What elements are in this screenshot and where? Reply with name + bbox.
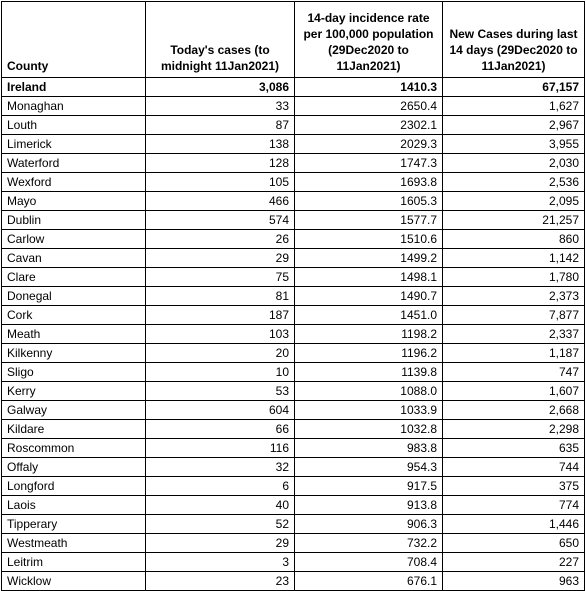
table-row <box>2 344 585 363</box>
incidence-rate-cell: 1139.8 <box>295 363 443 382</box>
table-row <box>2 553 585 572</box>
county-cell: Waterford <box>2 154 146 173</box>
incidence-rate-cell: 913.8 <box>295 496 443 515</box>
todays-cases-cell: 187 <box>146 306 295 325</box>
todays-cases-cell: 128 <box>146 154 295 173</box>
todays-cases-cell: 32 <box>146 458 295 477</box>
county-cell: Meath <box>2 325 146 344</box>
incidence-rate-cell: 1196.2 <box>295 344 443 363</box>
county-cell: Kildare <box>2 420 146 439</box>
county-cell: Westmeath <box>2 534 146 553</box>
county-cell: Clare <box>2 268 146 287</box>
table-row <box>2 363 585 382</box>
incidence-rate-cell: 1451.0 <box>295 306 443 325</box>
incidence-rate-cell: 1747.3 <box>295 154 443 173</box>
todays-cases-cell: 53 <box>146 382 295 401</box>
county-cell: Leitrim <box>2 553 146 572</box>
todays-cases-cell: 81 <box>146 287 295 306</box>
todays-cases-cell: 3 <box>146 553 295 572</box>
todays-cases-cell: 87 <box>146 116 295 135</box>
table-row <box>2 287 585 306</box>
table-row <box>2 477 585 496</box>
table-row <box>2 230 585 249</box>
incidence-rate-cell: 732.2 <box>295 534 443 553</box>
incidence-rate-cell: 1510.6 <box>295 230 443 249</box>
county-cell: Louth <box>2 116 146 135</box>
new-cases-cell: 21,257 <box>443 211 585 230</box>
table-row <box>2 401 585 420</box>
table-row <box>2 534 585 553</box>
county-cell: Cavan <box>2 249 146 268</box>
new-cases-cell: 375 <box>443 477 585 496</box>
new-cases-cell: 227 <box>443 553 585 572</box>
todays-cases-cell: 105 <box>146 173 295 192</box>
new-cases-cell: 1,607 <box>443 382 585 401</box>
incidence-rate-cell: 917.5 <box>295 477 443 496</box>
header-incidence-rate: 14-day incidence rate per 100,000 population (29Dec2020 to 11Jan2021) <box>295 2 443 78</box>
new-cases-cell: 2,373 <box>443 287 585 306</box>
incidence-rate-cell: 906.3 <box>295 515 443 534</box>
todays-cases-cell: 574 <box>146 211 295 230</box>
incidence-rate-cell: 708.4 <box>295 553 443 572</box>
covid-county-table <box>1 1 585 591</box>
new-cases-cell: 3,955 <box>443 135 585 154</box>
todays-cases-cell: 40 <box>146 496 295 515</box>
new-cases-cell: 2,967 <box>443 116 585 135</box>
new-cases-cell: 7,877 <box>443 306 585 325</box>
incidence-rate-cell: 1605.3 <box>295 192 443 211</box>
new-cases-cell: 2,337 <box>443 325 585 344</box>
incidence-rate-cell: 676.1 <box>295 572 443 591</box>
todays-cases-cell: 138 <box>146 135 295 154</box>
todays-cases-cell: 6 <box>146 477 295 496</box>
new-cases-cell: 747 <box>443 363 585 382</box>
todays-cases-cell: 26 <box>146 230 295 249</box>
county-cell: Longford <box>2 477 146 496</box>
table-row <box>2 439 585 458</box>
todays-cases-cell: 66 <box>146 420 295 439</box>
county-cell: Kerry <box>2 382 146 401</box>
new-cases-cell: 2,536 <box>443 173 585 192</box>
todays-cases-cell: 3,086 <box>146 78 295 97</box>
table-row <box>2 173 585 192</box>
table-row <box>2 249 585 268</box>
new-cases-cell: 1,627 <box>443 97 585 116</box>
todays-cases-cell: 33 <box>146 97 295 116</box>
county-cell: Limerick <box>2 135 146 154</box>
incidence-rate-cell: 1498.1 <box>295 268 443 287</box>
county-cell: Monaghan <box>2 97 146 116</box>
county-cell: Cork <box>2 306 146 325</box>
incidence-rate-cell: 1577.7 <box>295 211 443 230</box>
county-cell: Carlow <box>2 230 146 249</box>
incidence-rate-cell: 2029.3 <box>295 135 443 154</box>
county-cell: Kilkenny <box>2 344 146 363</box>
county-cell: Offaly <box>2 458 146 477</box>
county-cell: Wicklow <box>2 572 146 591</box>
table-row <box>2 572 585 591</box>
new-cases-cell: 1,187 <box>443 344 585 363</box>
todays-cases-cell: 20 <box>146 344 295 363</box>
new-cases-cell: 635 <box>443 439 585 458</box>
new-cases-cell: 1,142 <box>443 249 585 268</box>
header-todays-cases: Today's cases (to midnight 11Jan2021) <box>146 2 295 78</box>
table-row <box>2 135 585 154</box>
new-cases-cell: 860 <box>443 230 585 249</box>
todays-cases-cell: 52 <box>146 515 295 534</box>
header-new-cases: New Cases during last 14 days (29Dec2020 to 11Jan2021) <box>443 2 585 78</box>
new-cases-cell: 2,668 <box>443 401 585 420</box>
incidence-rate-cell: 954.3 <box>295 458 443 477</box>
todays-cases-cell: 23 <box>146 572 295 591</box>
table-row <box>2 268 585 287</box>
table-row <box>2 116 585 135</box>
county-cell: Sligo <box>2 363 146 382</box>
todays-cases-cell: 75 <box>146 268 295 287</box>
new-cases-cell: 67,157 <box>443 78 585 97</box>
new-cases-cell: 744 <box>443 458 585 477</box>
incidence-rate-cell: 1198.2 <box>295 325 443 344</box>
todays-cases-cell: 466 <box>146 192 295 211</box>
todays-cases-cell: 29 <box>146 249 295 268</box>
table-row <box>2 458 585 477</box>
new-cases-cell: 1,780 <box>443 268 585 287</box>
new-cases-cell: 774 <box>443 496 585 515</box>
county-cell: Donegal <box>2 287 146 306</box>
incidence-rate-cell: 1410.3 <box>295 78 443 97</box>
incidence-rate-cell: 2302.1 <box>295 116 443 135</box>
table-row <box>2 154 585 173</box>
table-row <box>2 192 585 211</box>
new-cases-cell: 2,298 <box>443 420 585 439</box>
new-cases-cell: 2,030 <box>443 154 585 173</box>
todays-cases-cell: 29 <box>146 534 295 553</box>
incidence-rate-cell: 1490.7 <box>295 287 443 306</box>
incidence-rate-cell: 1499.2 <box>295 249 443 268</box>
county-cell: Wexford <box>2 173 146 192</box>
header-county: County <box>2 2 146 78</box>
incidence-rate-cell: 1032.8 <box>295 420 443 439</box>
table-row <box>2 382 585 401</box>
new-cases-cell: 650 <box>443 534 585 553</box>
table-body <box>2 78 585 591</box>
table-row <box>2 211 585 230</box>
county-cell: Ireland <box>2 78 146 97</box>
new-cases-cell: 1,446 <box>443 515 585 534</box>
table-row <box>2 420 585 439</box>
incidence-rate-cell: 983.8 <box>295 439 443 458</box>
todays-cases-cell: 116 <box>146 439 295 458</box>
county-cell: Roscommon <box>2 439 146 458</box>
incidence-rate-cell: 1033.9 <box>295 401 443 420</box>
table-row <box>2 97 585 116</box>
county-cell: Mayo <box>2 192 146 211</box>
new-cases-cell: 2,095 <box>443 192 585 211</box>
todays-cases-cell: 10 <box>146 363 295 382</box>
table-row <box>2 306 585 325</box>
county-cell: Laois <box>2 496 146 515</box>
incidence-rate-cell: 1693.8 <box>295 173 443 192</box>
county-cell: Tipperary <box>2 515 146 534</box>
county-cell: Galway <box>2 401 146 420</box>
todays-cases-cell: 604 <box>146 401 295 420</box>
table-row <box>2 515 585 534</box>
header-row <box>2 2 585 78</box>
todays-cases-cell: 103 <box>146 325 295 344</box>
incidence-rate-cell: 1088.0 <box>295 382 443 401</box>
county-cell: Dublin <box>2 211 146 230</box>
incidence-rate-cell: 2650.4 <box>295 97 443 116</box>
new-cases-cell: 963 <box>443 572 585 591</box>
table-row <box>2 325 585 344</box>
table-row <box>2 496 585 515</box>
table-row-total <box>2 78 585 97</box>
